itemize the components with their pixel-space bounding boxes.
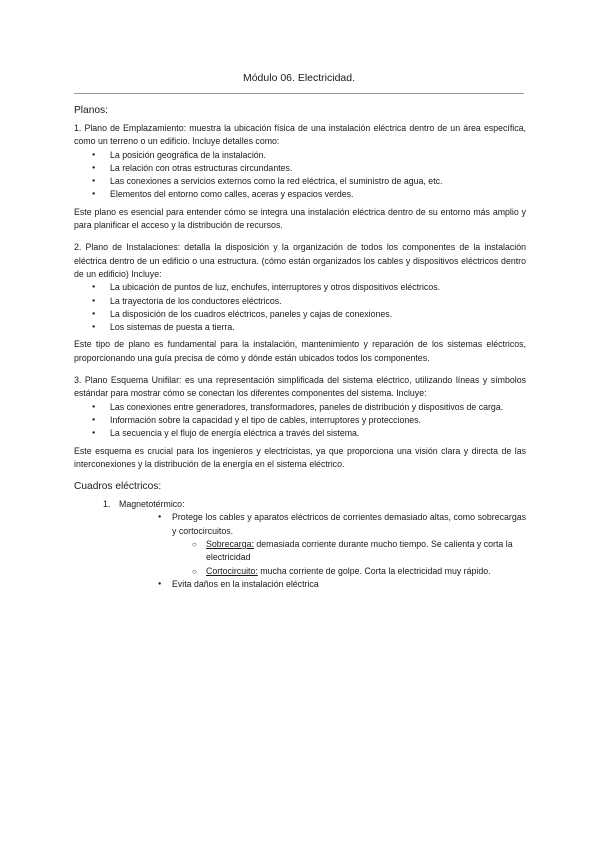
term-cortocircuito: Cortocircuito: [206,565,258,576]
definition-cortocircuito: mucha corriente de golpe. Corta la electricidad muy rápido. [257,565,491,576]
magnetotermico-label: Magnetotérmico: [119,499,185,510]
list-item: ● Información sobre la capacidad y el tipo de cables, interruptores y protecciones. [110,414,526,427]
plano-emplazamiento-list [74,149,526,202]
magnetotermico-bullets [119,511,526,591]
list-item: ● La relación con otras estructuras circundantes. [110,162,526,175]
list-item: ● La disposición de los cuadros eléctricos, paneles y cajas de conexiones. [110,308,526,321]
term-sobrecarga: Sobrecarga: [206,539,254,550]
list-item: ● La posición geográfica de la instalación. [110,149,526,162]
plano-instalaciones-list [74,281,526,334]
section-heading-cuadros: Cuadros eléctricos: [74,481,162,493]
list-item-magnetotermico [103,498,526,591]
cuadros-list [74,498,526,591]
list-item: ● La ubicación de puntos de luz, enchufes, interruptores y otros dispositivos eléctricos. [110,281,526,294]
plano-emplazamiento-intro: 1. Plano de Emplazamiento: muestra la ubicación física de una instalación eléctrica dentro de un área específica, como un terreno o un edificio. Incluye detalles como: [74,123,526,147]
section-heading-planos: Planos: [74,105,108,116]
list-item [172,511,526,577]
protection-text: Protege los cables y aparatos eléctricos de corrientes demasiado altas, como sobrecargas y cortocircuitos. [172,512,526,536]
plano-unifilar-summary: Este esquema es crucial para los ingenieros y electricistas, ya que proporciona una visión clara y directa de las interconexiones y la distribución de la energía en el sistema eléctrico. [74,445,526,469]
list-number: 1. [103,499,111,510]
header-divider [74,93,524,94]
list-item: ● La trayectoria de los conductores eléctricos. [110,295,526,308]
plano-instalaciones-intro: 2. Plano de Instalaciones: detalla la disposición y la organización de todos los componentes de la instalación eléctrica dentro de un edificio o una estructura. (cómo están organizados los cables y dispositivos eléctricos dentro de un edificio) Incluye: [74,242,526,279]
list-item: ● La secuencia y el flujo de energía eléctrica a través del sistema. [110,427,526,440]
page-header-title: Módulo 06. Electricidad. [242,72,356,84]
plano-instalaciones-summary: Este tipo de plano es fundamental para la instalación, mantenimiento y reparación de los sistemas eléctricos, proporcionando una guía precisa de cómo y dónde están ubicados todos los componentes. [74,339,526,363]
plano-unifilar-list [74,401,526,441]
list-item: ● Elementos del entorno como calles, aceras y espacios verdes. [110,188,526,201]
list-item: ● Las conexiones a servicios externos como la red eléctrica, el suministro de agua, etc. [110,175,526,188]
definition-sobrecarga: demasiada corriente durante mucho tiempo. Se calienta y corta la electricidad [206,539,513,563]
list-item: ● Los sistemas de puesta a tierra. [110,321,526,334]
document-body [74,104,526,591]
list-item-cortocircuito [206,565,526,578]
list-item: ● Las conexiones entre generadores, transformadores, paneles de distribución y dispositivos de carga. [110,401,526,414]
magnetotermico-subitems [172,538,526,578]
plano-unifilar-intro: 3. Plano Esquema Unifilar: es una representación simplificada del sistema eléctrico, utilizando líneas y símbolos estándar para mostrar cómo se conectan los diferentes componentes del sistema. Incluye: [74,375,526,399]
plano-emplazamiento-summary: Este plano es esencial para entender cómo se integra una instalación eléctrica dentro de su entorno más amplio y para planificar el acceso y la distribución de recursos. [74,206,526,231]
list-item-sobrecarga [206,538,526,565]
list-item: ● Evita daños en la instalación eléctrica [172,578,526,591]
